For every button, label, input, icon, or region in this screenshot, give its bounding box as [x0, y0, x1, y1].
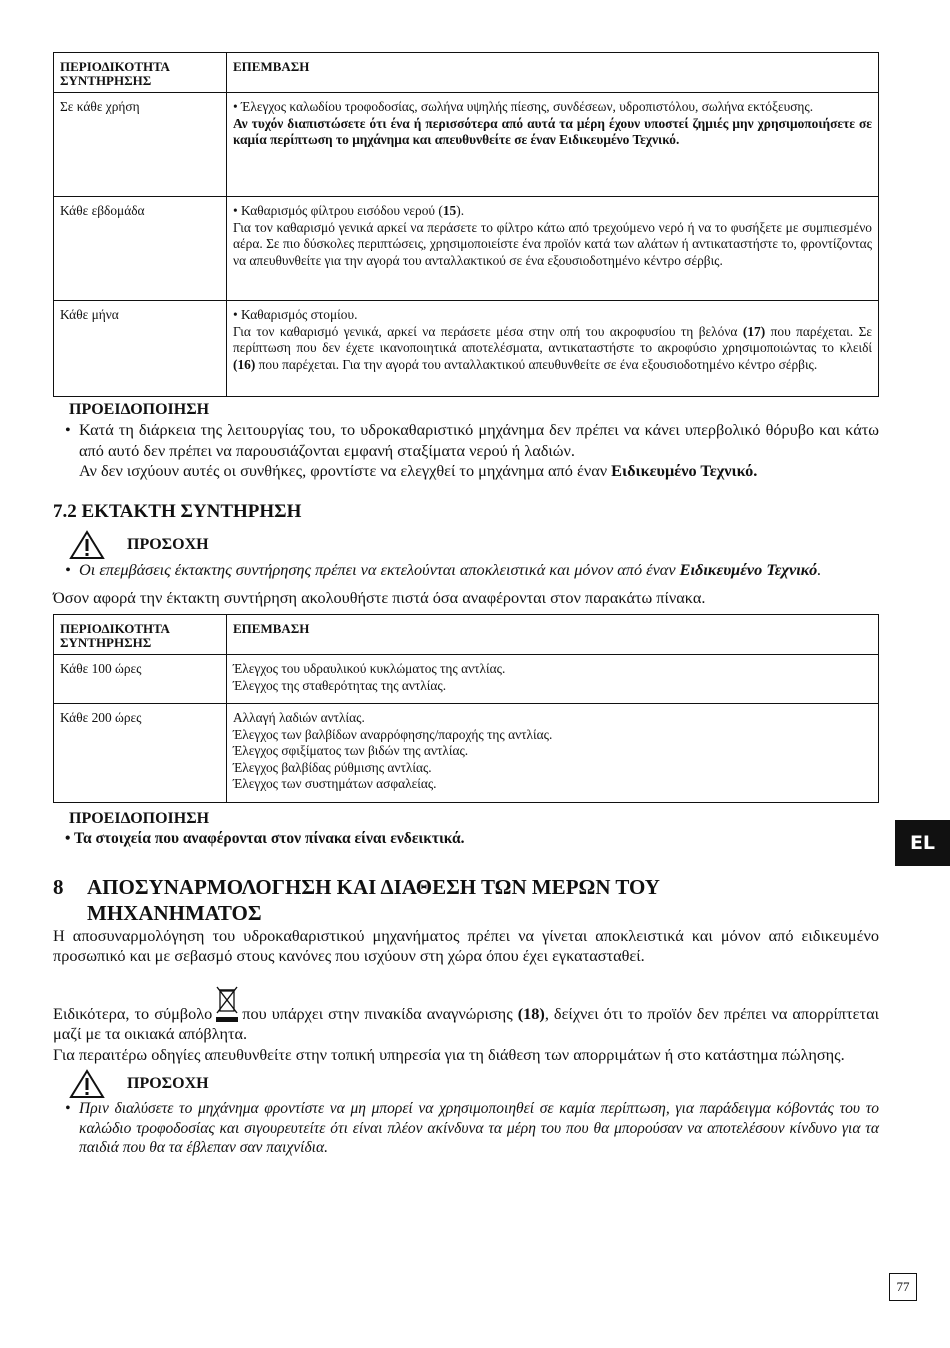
caution-title: ΠΡΟΣΟΧΗ	[127, 535, 209, 553]
bullet-icon: •	[65, 420, 71, 439]
text-part: • Καθαρισμός φίλτρου εισόδου νερού (	[233, 203, 443, 218]
table-row	[54, 301, 879, 397]
table-header-row	[54, 53, 879, 93]
caution-title: ΠΡΟΣΟΧΗ	[127, 1075, 209, 1092]
text-part-bold: Ειδικευμένο Τεχνικό	[679, 559, 818, 579]
warning-text	[53, 420, 879, 482]
intervention-line: Έλεγχος του υδραυλικού κυκλώματος της αντλίας.	[233, 661, 506, 676]
column-header-period: ΠΕΡΙΟΔΙΚΟΤΗΤΑ ΣΥΝΤΗΡΗΣΗΣ	[54, 615, 227, 655]
intervention-description	[233, 324, 872, 374]
intervention-line: Έλεγχος σφιξίματος των βιδών της αντλίας.	[233, 743, 469, 758]
extraordinary-maintenance-table	[53, 614, 879, 803]
column-header-period: ΠΕΡΙΟΔΙΚΟΤΗΤΑ ΣΥΝΤΗΡΗΣΗΣ	[54, 53, 227, 93]
intervention-line: Έλεγχος της σταθερότητας της αντλίας.	[233, 677, 447, 693]
text-part: ).	[456, 203, 465, 218]
page-number: 77	[889, 1273, 917, 1301]
intervention-text	[233, 203, 872, 220]
intervention-text: • Έλεγχος καλωδίου τροφοδοσίας, σωλήνα υψηλής πίεσης, συνδέσεων, υδροπιστόλου, σωλήνα εκτόξευσης.	[233, 99, 814, 114]
warning-triangle-icon	[69, 1069, 105, 1099]
warning-title: ΠΡΟΕΙΔΟΠΟΙΗΣΗ	[69, 810, 210, 827]
ordinary-maintenance-table	[53, 52, 879, 397]
caution-header	[69, 530, 879, 560]
text-part: Οι επεμβάσεις έκτακτης συντήρησης πρέπει να εκτελούνται αποκλειστικά και μόνον από έναν	[79, 559, 680, 579]
column-header-intervention: ΕΠΕΜΒΑΣΗ	[227, 615, 879, 655]
table-row	[54, 655, 879, 704]
disposal-paragraph-3: Για περαιτέρω οδηγίες απευθυνθείτε στην τοπική υπηρεσία για τη διάθεση των απορριμάτων ή στο κατάστημα πώλησης.	[53, 1044, 845, 1064]
text-part-bold: Ειδικευμένο Τεχνικό.	[611, 461, 758, 480]
table-row	[54, 197, 879, 301]
table-header-row	[54, 615, 879, 655]
column-header-intervention: ΕΠΕΜΒΑΣΗ	[227, 53, 879, 93]
intervention-cell	[227, 93, 879, 197]
text-part: Για τον καθαρισμό γενικά, αρκεί να περάσετε μέσα στην οπή του ακροφυσίου τη βελόνα	[233, 323, 743, 339]
period-cell: Κάθε εβδομάδα	[54, 197, 227, 301]
section-title	[87, 874, 660, 926]
intervention-text: • Καθαρισμός στομίου.	[233, 307, 358, 322]
intervention-line: Έλεγχος βαλβίδας ρύθμισης αντλίας.	[233, 759, 432, 775]
section-number: 8	[53, 874, 64, 899]
caution-text	[53, 1099, 879, 1158]
intervention-cell	[227, 655, 879, 704]
title-line: ΑΠΟΣΥΝΑΡΜΟΛΟΓΗΣΗ ΚΑΙ ΔΙΑΘΕΣΗ ΤΩΝ ΜΕΡΩΝ ΤΟΥ	[87, 874, 660, 899]
reference-number: (18)	[517, 1003, 545, 1023]
text-part: που παρέχεται. Για την αγορά του ανταλλακτικού απευθυνθείτε σε ένα εξουσιοδοτημένο κέντρο σέρβις.	[255, 356, 818, 372]
bullet-icon: •	[65, 559, 71, 579]
text-part: Ειδικότερα, το σύμβολο	[53, 1003, 213, 1023]
extraordinary-intro: Όσον αφορά την έκτακτη συντήρηση ακολουθήστε πιστά όσα αναφέρονται στον παρακάτω πίνακα.	[53, 587, 706, 607]
period-cell: Κάθε μήνα	[54, 301, 227, 397]
reference-number: (17)	[742, 323, 766, 339]
intervention-warning: Αν τυχόν διαπιστώσετε ότι ένα ή περισσότερα από αυτά τα μέρη έχουν υποστεί ζημιές μην χρησιμοποιήσετε σε καμία περίπτωση το μηχάνημα και απευθυνθείτε σε έναν Ειδικευμένο Τεχνικό.	[233, 115, 872, 147]
text-part: Πριν διαλύσετε το μηχάνημα φροντίστε να μη μπορεί να χρησιμοποιηθεί σε καμία περίπτωση, για παράδειγμα κόβοντάς του το καλώδιο τροφοδοσίας και σιγουρευτείτε ότι είναι πλέον ακίνδυνα τα μέρη του που θα μπορούσαν να αποτελέσουν κίνδυνο για τα παιδιά που θα τα έβλεπαν σαν παιχνίδια.	[79, 1100, 879, 1156]
warning-text: • Τα στοιχεία που αναφέρονται στον πίνακα είναι ενδεικτικά.	[65, 830, 465, 847]
warning-triangle-icon	[69, 530, 105, 560]
intervention-line: Έλεγχος των βαλβίδων αναρρόφησης/παροχής της αντλίας.	[233, 726, 553, 742]
warning-paragraph-2	[79, 461, 879, 482]
text-part: .	[817, 559, 822, 579]
period-cell: Σε κάθε χρήση	[54, 93, 227, 197]
intervention-description: Για τον καθαρισμό γενικά αρκεί να περάσετε το φίλτρο κάτω από τρεχούμενο νερό ή να το φυσήξετε με συμπιεσμένο αέρα. Σε πιο δύσκολες περιπτώσεις, χρησιμοποιείστε ένα προϊόν κατά των αλάτων ή αντικαταστήστε το, φροντίζοντας να απευθυνθείτε για την αγορά του ανταλλακτικού σε ένα εξουσιοδοτημένο κέντρο σέρβις.	[233, 219, 872, 268]
disposal-paragraph-2	[53, 985, 879, 1045]
section-heading-8	[53, 874, 879, 926]
text-part: Αν δεν ισχύουν αυτές οι συνθήκες, φροντίστε να ελεγχθεί το μηχάνημα από έναν	[79, 461, 612, 480]
intervention-cell	[227, 704, 879, 803]
warning-paragraph: Κατά τη διάρκεια της λειτουργίας του, το υδροκαθαριστικό μηχάνημα δεν πρέπει να κάνει υπερβολικό θόρυβο και κάτω από αυτό δεν πρέπει να παρουσιάζονται εμφανή σταξίματα νερού ή λαδιών.	[79, 420, 879, 460]
text-part: , δείχνει ότι το προϊόν δεν πρέπει να απορρίπτεται μαζί με τα οικιακά απόβλητα.	[53, 1003, 879, 1043]
language-tab: EL	[895, 820, 950, 866]
section-heading-7-2: 7.2 ΕΚΤΑΚΤΗ ΣΥΝΤΗΡΗΣΗ	[53, 500, 302, 522]
bullet-icon: •	[65, 1100, 71, 1117]
intervention-line: Αλλαγή λαδιών αντλίας.	[233, 710, 365, 725]
reference-number: (16)	[233, 356, 256, 372]
title-line: ΜΗΧΑΝΗΜΑΤΟΣ	[87, 900, 262, 925]
period-cell: Κάθε 100 ώρες	[54, 655, 227, 704]
table-row	[54, 93, 879, 197]
caution-header	[69, 1069, 879, 1099]
intervention-line: Έλεγχος των συστημάτων ασφαλείας.	[233, 776, 437, 791]
text-part: που υπάρχει στην πινακίδα αναγνώρισης	[242, 1003, 518, 1023]
table-row	[54, 704, 879, 803]
intervention-cell	[227, 301, 879, 397]
reference-number: 15	[442, 203, 457, 218]
period-cell: Κάθε 200 ώρες	[54, 704, 227, 803]
caution-text	[53, 560, 879, 580]
text-part: που παρέχεται. Σε περίπτωση που δεν έχετε ικανοποιητικά αποτελέσματα, αντικαταστήστε το ακροφύσιο χρησιμοποιώντας το κλειδί	[233, 323, 872, 355]
crossed-bin-icon	[214, 985, 240, 1023]
page-content	[53, 52, 879, 1158]
intervention-cell	[227, 197, 879, 301]
disposal-paragraph-1: Η αποσυναρμολόγηση του υδροκαθαριστικού μηχανήματος πρέπει να γίνεται αποκλειστικά και μόνον από ειδικευμένο προσωπικό και με σεβασμό στους κανόνες που ισχύουν στη χώρα όπου έχει εγκατασταθεί.	[53, 925, 879, 965]
warning-title: ΠΡΟΕΙΔΟΠΟΙΗΣΗ	[69, 401, 210, 418]
